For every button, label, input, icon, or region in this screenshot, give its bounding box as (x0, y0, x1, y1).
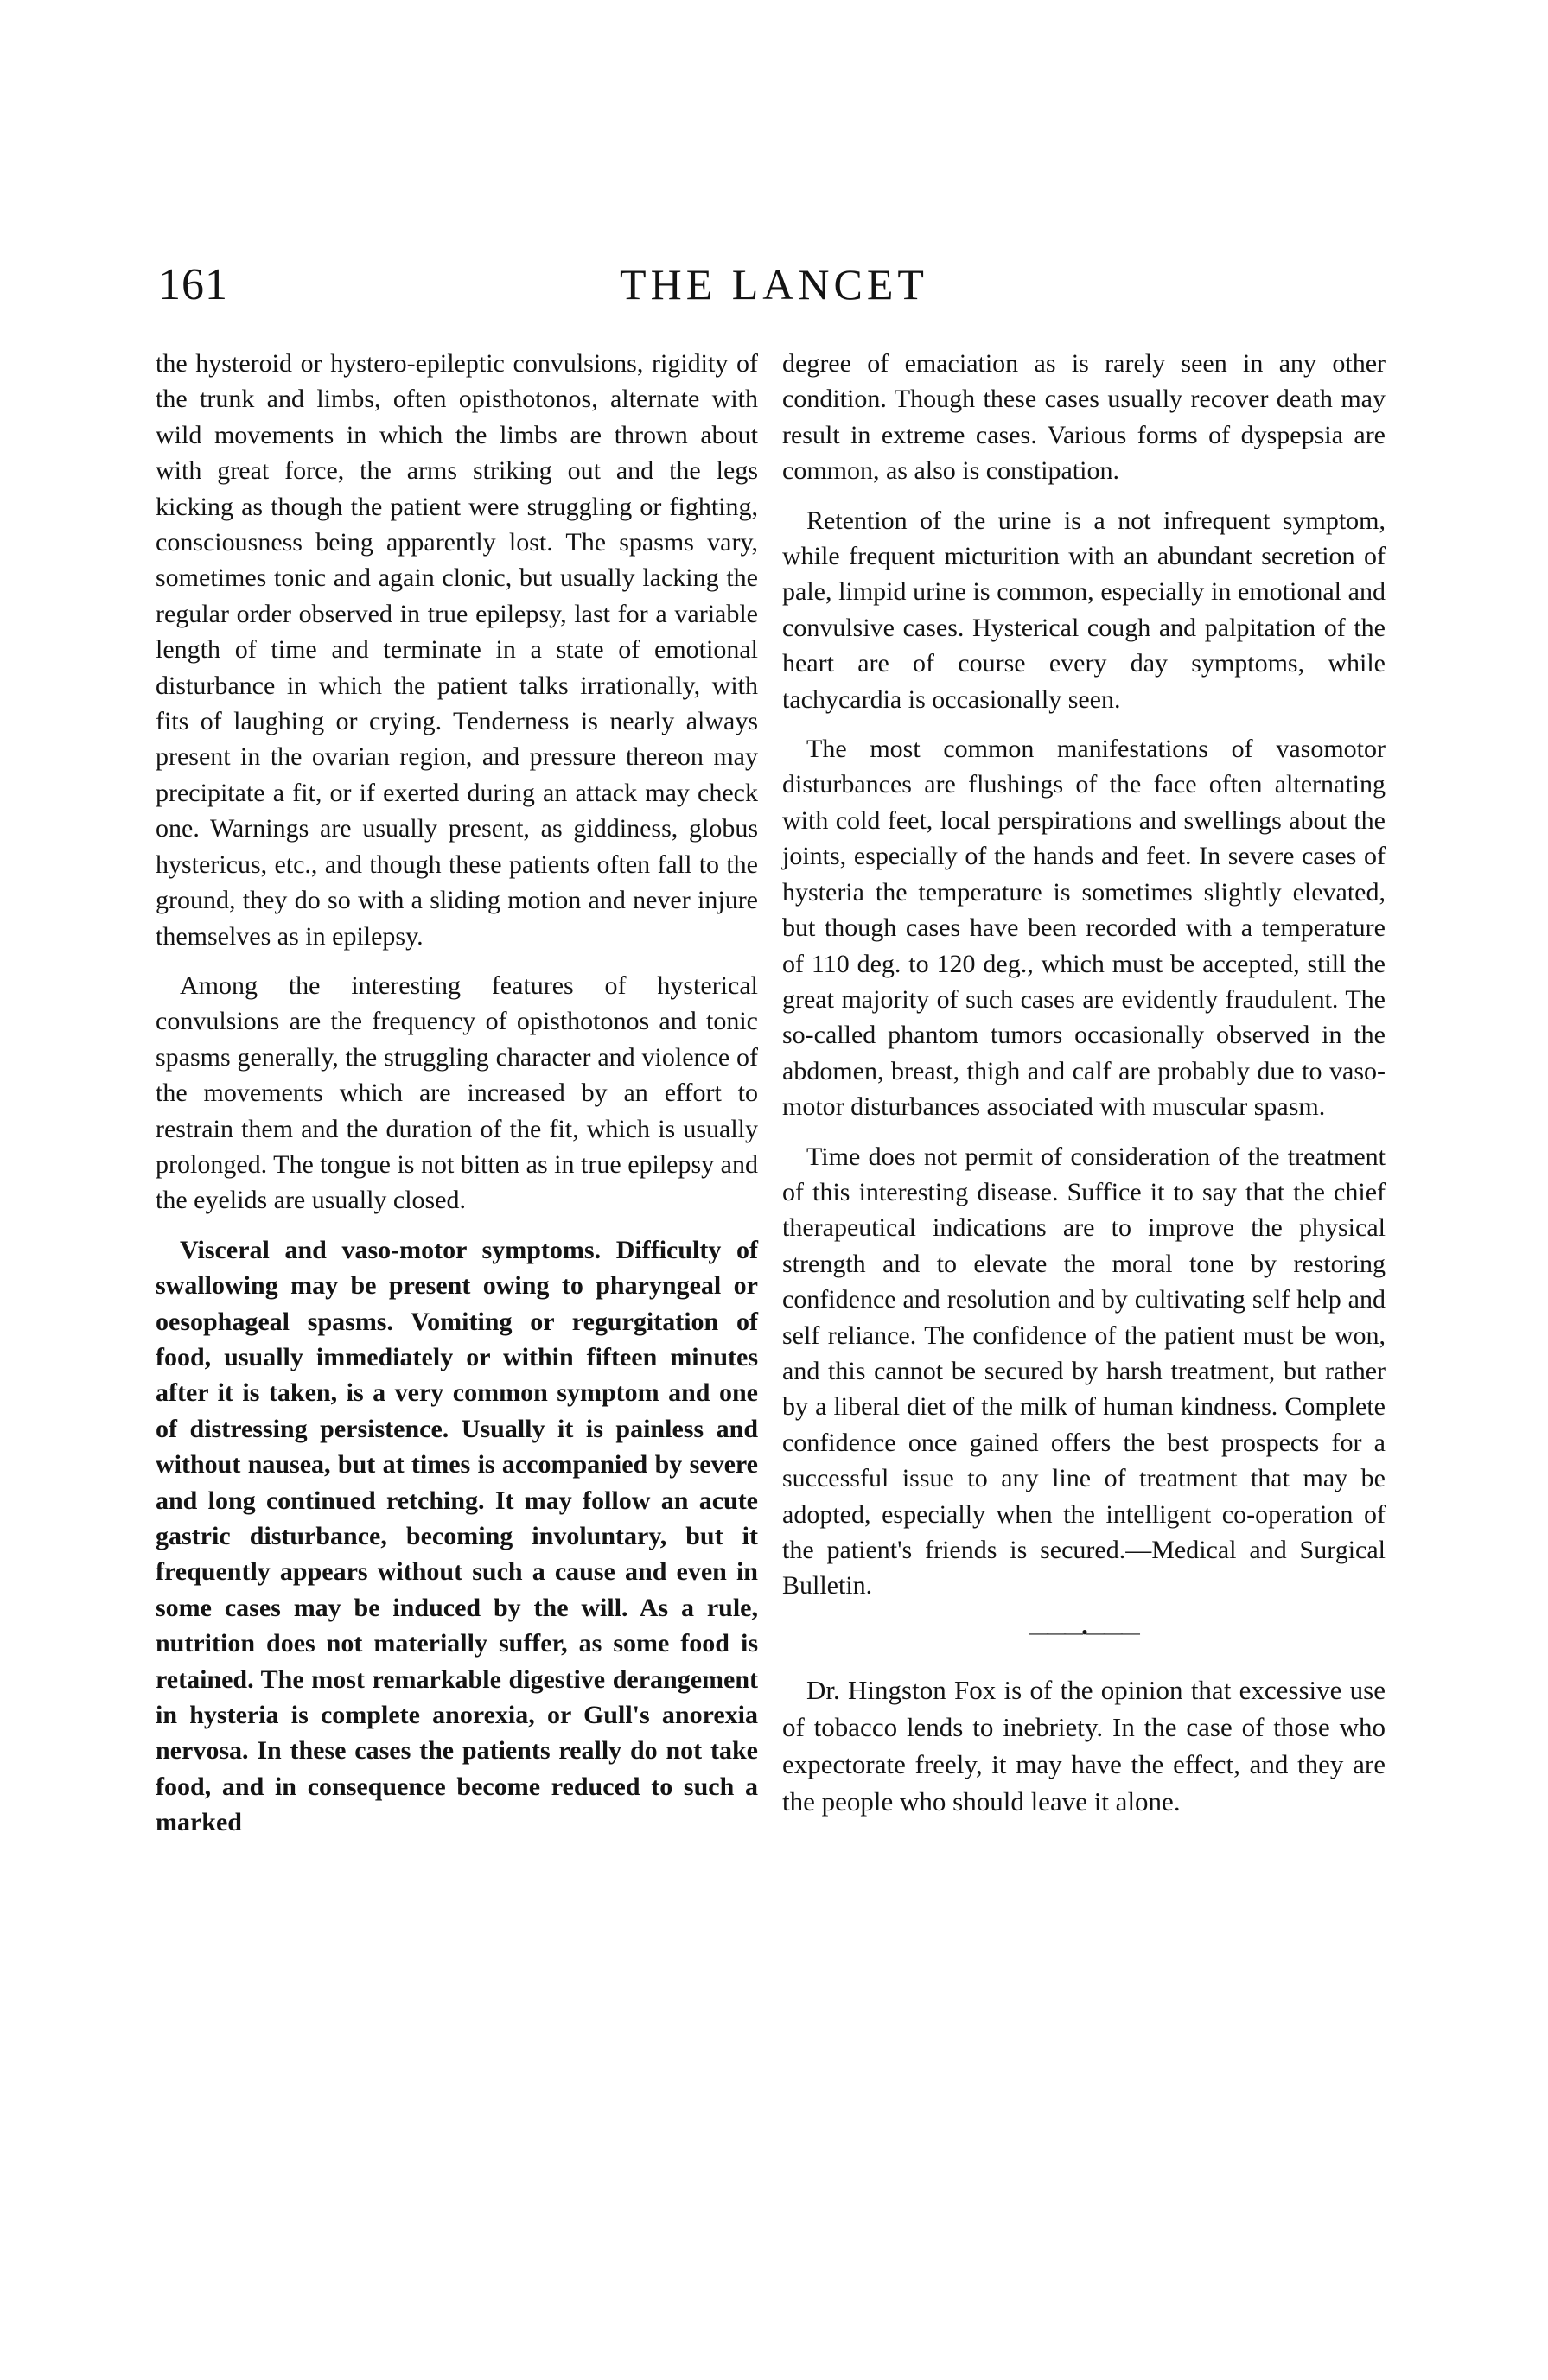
paragraph: degree of emaciation as is rarely seen in any other condition. Though these cases usually recover death may result in extreme cases. Various forms of dyspepsia are common, as also is constipation. (782, 349, 1386, 486)
right-column (782, 346, 1386, 1820)
paragraph: Dr. Hingston Fox is of the opinion that excessive use of tobacco lends to inebriety. In the case of those who expectorate freely, it may have the effect, and they are the people who should leave it alone. (782, 1674, 1386, 1817)
page-number: 161 (158, 260, 228, 309)
left-column (156, 346, 758, 1841)
paragraph: Visceral and vaso-motor symptoms. Difficulty of swallowing may be present owing to pharyngeal or oesophageal spasms. Vomiting or regurgitation of food, usually immediately or within fifteen minutes after it is taken, is a very common symptom and one of distressing persistence. Usually it is painless and without nausea, but at times is accompanied by severe and long continued retching. It may follow an acute gastric disturbance, becoming involuntary, but it frequently appears without such a cause and even in some cases may be induced by the will. As a rule, nutrition does not materially suffer, as some food is retained. The most remarkable digestive derangement in hysteria is complete anorexia, or Gull's anorexia nervosa. In these cases the patients really do not take food, and in consequence become reduced to such a marked (156, 1235, 758, 1837)
running-head: THE LANCET (620, 260, 928, 309)
paragraph: Time does not permit of consideration of the treatment of this interesting disease. Suffice it to say that the chief therapeutical indications are to improve the physical strength and to elevate the moral tone by restoring confidence and resolution and by cultivating self help and self reliance. The confidence of the patient must be won, and this cannot be secured by harsh treatment, but rather by a liberal diet of the milk of human kindness. Complete confidence once gained offers the best prospects for a successful issue to any line of treatment that may be adopted, especially when the intelligent co-operation of the patient's friends is secured.—Medical and Surgical Bulletin. (782, 1142, 1386, 1600)
paragraph: Among the interesting features of hysterical convulsions are the frequency of opisthotonos and tonic spasms generally, the struggling character and violence of the movements which are increased by an effort to restrain them and the duration of the fit, which is usually prolonged. The tongue is not bitten as in true epilepsy and the eyelids are usually closed. (156, 970, 758, 1215)
paragraph: The most common manifestations of vasomotor disturbances are flushings of the face often alternating with cold feet, local perspirations and swellings about the joints, especially of the hands and feet. In severe cases of hysteria the temperature is sometimes slightly elevated, but though cases have been recorded with a temperature of 110 deg. to 120 deg., which must be accepted, still the great majority of such cases are evidently fraudulent. The so-called phantom tumors occasionally observed in the abdomen, breast, thigh and calf are probably due to vaso-motor disturbances associated with muscular spasm. (782, 735, 1386, 1122)
paragraph: the hysteroid or hystero-epileptic convulsions, rigidity of the trunk and limbs, often opisthotonos, alternate with wild movements in which the limbs are thrown about with great force, the arms striking out and the legs kicking as though the patient were struggling or fighting, consciousness being apparently lost. The spasms vary, sometimes tonic and again clonic, but usually lacking the regular order observed in true epilepsy, last for a variable length of time and terminate in a state of emotional disturbance in which the patient talks irrationally, with fits of laughing or crying. Tenderness is nearly always present in the ovarian region, and pressure thereon may precipitate a fit, or if exerted during an attack may check one. Warnings are usually present, as giddiness, globus hystericus, etc., and though these patients often fall to the ground, they do so with a sliding motion and never injure themselves as in epilepsy. (156, 349, 758, 951)
separator-rule: ———•——— (1029, 1620, 1138, 1643)
paragraph: Retention of the urine is a not infrequent symptom, while frequent micturition with an abundant secretion of pale, limpid urine is common, especially in emotional and convulsive cases. Hysterical cough and palpitation of the heart are of course every day symptoms, while tachycardia is occasionally seen. (782, 506, 1386, 714)
